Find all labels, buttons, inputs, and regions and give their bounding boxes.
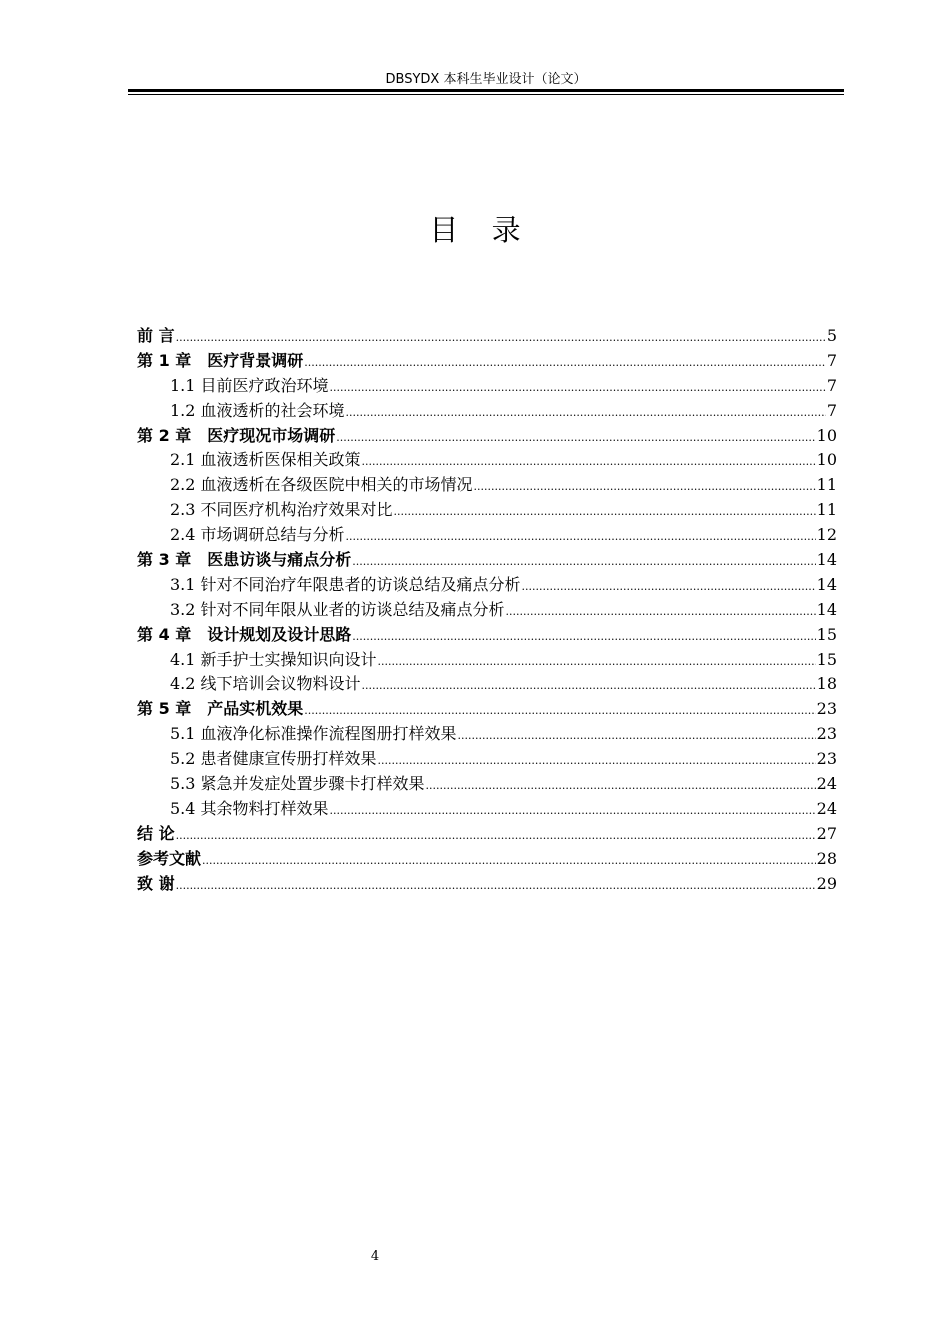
toc-entry-label: 前 言 — [137, 326, 175, 345]
toc-entry-page: 23 — [816, 749, 837, 769]
toc-chapter-entry[interactable] — [137, 548, 837, 573]
toc-leader-dots — [304, 351, 826, 376]
toc-entry-label: 第 1 章 医疗背景调研 — [137, 350, 304, 370]
toc-entry-label: 2.2 血液透析在各级医院中相关的市场情况 — [170, 475, 473, 495]
toc-leader-dots — [330, 376, 826, 401]
toc-entry-label: 第 3 章 医患访谈与痛点分析 — [137, 550, 352, 570]
toc-chapter-entry[interactable] — [137, 623, 837, 648]
toc-chapter-entry[interactable] — [137, 349, 837, 374]
toc-entry-page: 7 — [826, 350, 837, 370]
toc-entry-label: 5.4 其余物料打样效果 — [170, 798, 329, 818]
toc-leader-dots — [426, 774, 816, 799]
toc-section-entry[interactable] — [137, 473, 837, 498]
toc-entry-label: 结 论 — [137, 823, 175, 843]
toc-entry-page: 5 — [826, 326, 837, 345]
toc-section-entry[interactable] — [137, 672, 837, 697]
toc-leader-dots — [176, 874, 816, 899]
toc-section-entry[interactable] — [137, 374, 837, 399]
toc-leader-dots — [304, 699, 815, 724]
toc-chapter-entry[interactable] — [137, 822, 837, 847]
toc-entry-label: 1.1 目前医疗政治环境 — [170, 375, 329, 395]
toc-leader-dots — [176, 326, 826, 351]
running-header: DBSYDX 本科生毕业设计（论文） — [385, 72, 587, 87]
table-of-contents — [137, 324, 837, 896]
toc-title: 目 录 — [429, 213, 533, 247]
toc-leader-dots — [362, 450, 816, 475]
toc-leader-dots — [352, 550, 815, 575]
toc-leader-dots — [336, 426, 815, 451]
toc-entry-label: 第 5 章 产品实机效果 — [137, 699, 304, 719]
toc-chapter-entry[interactable] — [137, 424, 837, 449]
page-number: 4 — [370, 1249, 380, 1264]
toc-leader-dots — [378, 650, 816, 675]
toc-entry-label: 4.1 新手护士实操知识向设计 — [170, 649, 377, 669]
toc-section-entry[interactable] — [137, 797, 837, 822]
toc-entry-page: 24 — [816, 774, 837, 794]
toc-leader-dots — [394, 500, 816, 525]
toc-entry-page: 14 — [816, 574, 837, 594]
toc-entry-page: 23 — [816, 724, 837, 744]
toc-entry-label: 5.3 紧急并发症处置步骤卡打样效果 — [170, 774, 425, 794]
toc-entry-page: 11 — [816, 475, 837, 495]
toc-entry-label: 1.2 血液透析的社会环境 — [170, 400, 345, 420]
toc-entry-label: 致 谢 — [137, 873, 175, 893]
toc-entry-page: 29 — [816, 873, 837, 893]
toc-entry-label: 2.4 市场调研总结与分析 — [170, 525, 345, 545]
toc-chapter-entry[interactable] — [137, 847, 837, 872]
toc-entry-page: 7 — [826, 375, 837, 395]
toc-entry-label: 5.2 患者健康宣传册打样效果 — [170, 749, 377, 769]
toc-section-entry[interactable] — [137, 747, 837, 772]
toc-entry-label: 2.3 不同医疗机构治疗效果对比 — [170, 500, 393, 520]
toc-section-entry[interactable] — [137, 573, 837, 598]
toc-entry-page: 12 — [816, 525, 837, 545]
toc-leader-dots — [522, 575, 816, 600]
toc-entry-label: 5.1 血液净化标准操作流程图册打样效果 — [170, 724, 457, 744]
toc-entry-page: 28 — [816, 848, 837, 868]
toc-entry-page: 24 — [816, 798, 837, 818]
toc-leader-dots — [352, 625, 815, 650]
toc-chapter-entry[interactable] — [137, 697, 837, 722]
toc-entry-label: 2.1 血液透析医保相关政策 — [170, 450, 361, 470]
header-rule-thick — [128, 89, 844, 92]
toc-entry-page: 27 — [816, 823, 837, 843]
toc-section-entry[interactable] — [137, 399, 837, 424]
toc-leader-dots — [330, 799, 816, 824]
toc-leader-dots — [202, 849, 816, 874]
toc-leader-dots — [458, 724, 816, 749]
toc-leader-dots — [506, 600, 816, 625]
toc-leader-dots — [474, 475, 816, 500]
toc-section-entry[interactable] — [137, 772, 837, 797]
toc-section-entry[interactable] — [137, 498, 837, 523]
toc-entry-page: 11 — [816, 500, 837, 520]
toc-chapter-entry[interactable] — [137, 324, 837, 349]
toc-section-entry[interactable] — [137, 648, 837, 673]
toc-entry-page: 15 — [816, 624, 837, 644]
toc-entry-label: 第 2 章 医疗现况市场调研 — [137, 425, 336, 445]
toc-section-entry[interactable] — [137, 523, 837, 548]
toc-entry-label: 3.1 针对不同治疗年限患者的访谈总结及痛点分析 — [170, 574, 521, 594]
toc-entry-label: 3.2 针对不同年限从业者的访谈总结及痛点分析 — [170, 599, 505, 619]
toc-entry-label: 参考文献 — [137, 848, 202, 868]
toc-entry-page: 23 — [816, 699, 837, 719]
toc-chapter-entry[interactable] — [137, 872, 837, 897]
toc-entry-page: 10 — [816, 450, 837, 470]
toc-leader-dots — [346, 525, 816, 550]
toc-section-entry[interactable] — [137, 598, 837, 623]
toc-leader-dots — [362, 674, 816, 699]
toc-entry-page: 18 — [816, 674, 837, 694]
toc-leader-dots — [176, 824, 816, 849]
toc-entry-label: 第 4 章 设计规划及设计思路 — [137, 624, 352, 644]
toc-section-entry[interactable] — [137, 448, 837, 473]
toc-entry-page: 15 — [816, 649, 837, 669]
toc-entry-page: 7 — [826, 400, 837, 420]
toc-section-entry[interactable] — [137, 722, 837, 747]
toc-entry-label: 4.2 线下培训会议物料设计 — [170, 674, 361, 694]
toc-leader-dots — [378, 749, 816, 774]
header-rule-thin — [128, 94, 844, 95]
toc-leader-dots — [346, 401, 826, 426]
toc-entry-page: 10 — [816, 425, 837, 445]
toc-entry-page: 14 — [816, 550, 837, 570]
toc-entry-page: 14 — [816, 599, 837, 619]
